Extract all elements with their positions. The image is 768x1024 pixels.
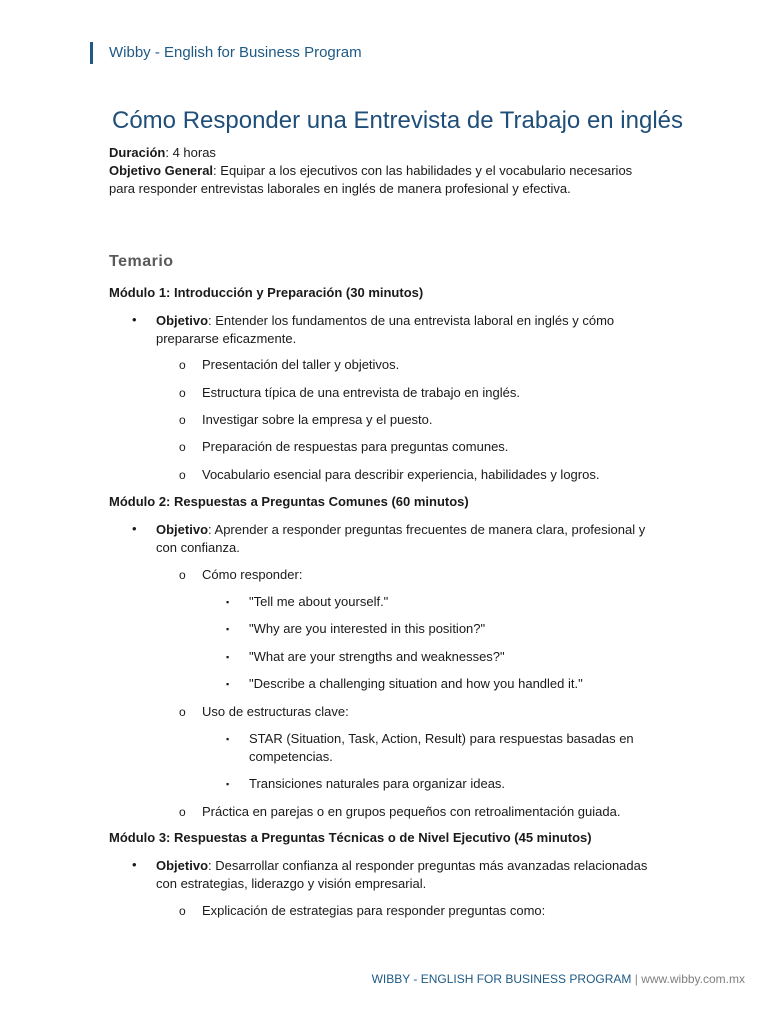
header-program-name: Wibby - English for Business Program — [109, 44, 362, 61]
bullet-icon: • — [132, 857, 137, 872]
module-1-title: Módulo 1: Introducción y Preparación (30 minutos) — [109, 285, 424, 300]
temario-heading: Temario — [109, 253, 174, 270]
circle-bullet-icon: o — [179, 705, 186, 719]
circle-bullet-icon: o — [179, 568, 186, 582]
objective-value: : Equipar a los ejecutivos con las habilidades y el vocabulario necesarios para responder entrevistas laborales en inglés de manera profesional y efectiva. — [109, 163, 633, 196]
bullet-icon: • — [132, 312, 137, 327]
duration-label: Duración — [109, 145, 166, 160]
sub-list-item: Transiciones naturales para organizar ideas. — [249, 776, 506, 791]
list-item: Preparación de respuestas para preguntas comunes. — [202, 439, 509, 454]
objective-text: : Entender los fundamentos de una entrevista laboral en inglés y cómo prepararse eficazmente. — [156, 313, 615, 346]
square-bullet-icon: ▪ — [226, 734, 230, 744]
module-3-objective — [156, 857, 656, 893]
square-bullet-icon: ▪ — [226, 624, 230, 634]
duration-value: : 4 horas — [165, 145, 216, 160]
list-item: Vocabulario esencial para describir experiencia, habilidades y logros. — [202, 467, 600, 482]
sub-list-item: "What are your strengths and weaknesses?" — [249, 649, 505, 664]
circle-bullet-icon: o — [179, 358, 186, 372]
sub-list-item: "Tell me about yourself." — [249, 594, 389, 609]
circle-bullet-icon: o — [179, 386, 186, 400]
sub-list-item: "Describe a challenging situation and how you handled it." — [249, 676, 583, 691]
circle-bullet-icon: o — [179, 468, 186, 482]
module-2-title: Módulo 2: Respuestas a Preguntas Comunes (60 minutos) — [109, 494, 469, 509]
footer-program: WIBBY - ENGLISH FOR BUSINESS PROGRAM — [371, 972, 632, 986]
square-bullet-icon: ▪ — [226, 679, 230, 689]
square-bullet-icon: ▪ — [226, 779, 230, 789]
document-title: Cómo Responder una Entrevista de Trabajo en inglés — [112, 107, 684, 134]
circle-bullet-icon: o — [179, 805, 186, 819]
footer-website-link[interactable]: www.wibby.com.mx — [641, 972, 745, 986]
duration-line — [109, 144, 649, 162]
page-footer — [372, 972, 745, 986]
sub-list-item: STAR (Situation, Task, Action, Result) para respuestas basadas en competencias. — [249, 731, 634, 764]
list-item: Uso de estructuras clave: — [202, 704, 349, 719]
square-bullet-icon: ▪ — [226, 597, 230, 607]
bullet-icon: • — [132, 521, 137, 536]
module-1-objective — [156, 312, 656, 348]
module-2-objective — [156, 521, 656, 557]
list-item: Cómo responder: — [202, 567, 303, 582]
circle-bullet-icon: o — [179, 413, 186, 427]
footer-separator: | — [631, 972, 642, 986]
square-bullet-icon: ▪ — [226, 652, 230, 662]
header-accent-bar — [90, 42, 93, 64]
objective-text: : Desarrollar confianza al responder preguntas más avanzadas relacionadas con estrategias, liderazgo y visión empresarial. — [156, 858, 648, 891]
circle-bullet-icon: o — [179, 440, 186, 454]
objective-label: Objetivo — [156, 522, 209, 537]
objective-text: : Aprender a responder preguntas frecuentes de manera clara, profesional y con confianza. — [156, 522, 646, 555]
objective-label: Objetivo — [156, 313, 209, 328]
module-3-title: Módulo 3: Respuestas a Preguntas Técnicas o de Nivel Ejecutivo (45 minutos) — [109, 830, 592, 845]
sub-list-item: "Why are you interested in this position?" — [249, 621, 486, 636]
list-item: Explicación de estrategias para responder preguntas como: — [202, 903, 546, 918]
objective-paragraph — [109, 162, 649, 198]
list-item: Investigar sobre la empresa y el puesto. — [202, 412, 433, 427]
circle-bullet-icon: o — [179, 904, 186, 918]
list-item: Práctica en parejas o en grupos pequeños con retroalimentación guiada. — [202, 804, 621, 819]
list-item: Presentación del taller y objetivos. — [202, 357, 400, 372]
objective-label: Objetivo General — [109, 163, 214, 178]
objective-label: Objetivo — [156, 858, 209, 873]
list-item: Estructura típica de una entrevista de trabajo en inglés. — [202, 385, 520, 400]
